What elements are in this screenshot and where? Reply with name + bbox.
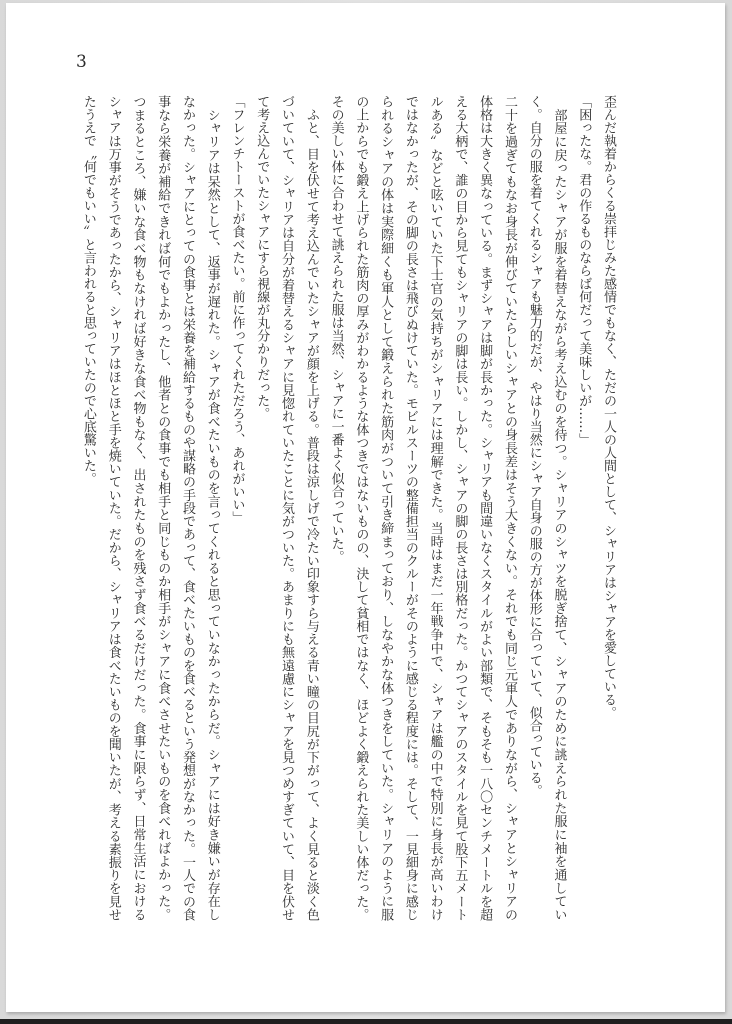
text-column: その美しい体に合わせて誂えられた服は当然、シャアに一番よく似合っていた。 — [328, 95, 344, 563]
text-column: ルある〟などと呟いていた下士官の気持ちがシャリアには理解できた。当時はまだ一年戦争中で、シャアは艦の中で特別に身長が高いわけ — [427, 95, 443, 922]
bottom-bar — [0, 1019, 732, 1024]
text-column: つまるところ、嫌いな食べ物もなければ好きな食べ物もなく、出されたものを残さず食べるだけだった。食事に限らず、日常生活における — [130, 95, 146, 921]
text-column: 二十を過ぎてもなお身長が伸びていたらしいシャアとの身長差はそう大きくない。それでも同じ元軍人でありながら、シャアとシャリアの — [501, 95, 517, 921]
text-column: られるシャアの体は実際細くも軍人として鍛えられた筋肉がついて引き締まっており、しなやかな体つきをしていた。シャリアのように服 — [378, 95, 394, 921]
text-column: づいていて、シャリアは自分が着替えるシャアに見惚れていたことに気がついた。あまりにも無遠慮にシャアを見つめすぎていて、目を伏せ — [279, 95, 295, 922]
text-column: く。自分の服を着てくれるシャアも魅力的だが、やはり当然にシャア自身の服の方が体形に合っていて、似合っている。 — [526, 95, 542, 797]
text-column: 「フレンチトーストが食べたい。前に作ってくれただろう、あれがいい」 — [229, 95, 245, 524]
text-column: ではなかったが、その脚の長さは飛びぬけていた。モビルスーツの整備担当のクルーがそのように感じる程度には。そして、一見細身に感じ — [402, 95, 418, 921]
text-column: える大柄で、誰の目から見てもシャリアの脚は長い。しかし、シャアの脚の長さは別格だった。かつてシャアのスタイルを見て股下五メート — [452, 95, 468, 922]
page-number: 3 — [76, 52, 87, 72]
text-column: の上からでも鍛え上げられた筋肉の厚みがわかるような体つきではないものの、決して貧相ではなく、ほどよく鍛えられた美しい体だった。 — [353, 95, 369, 922]
text-column: 「困ったな。君の作るものならば何だって美味しいが……」 — [576, 95, 592, 446]
document-page — [6, 3, 725, 1012]
vertical-text-body — [75, 95, 620, 921]
text-column: 部屋に戻ったシャアが服を着替えながら考え込むのを待つ。シャリアのシャツを脱ぎ捨て、シャアのために誂えられた服に袖を通してい — [551, 95, 567, 922]
text-column: シャアは万事がそうであったから、シャリアはほとほと手を焼いていた。だから、シャリアは食べたいものを聞いたが、考える素振りを見せ — [105, 95, 121, 922]
text-column: なかった。シャアにとっての食事とは栄養を補給するものや謀略の手段であって、食べたいものを食べるという発想がなかった。一人での食 — [179, 95, 195, 921]
text-column: 体格は大きく異なっている。まずシャアは脚が長かった。シャリアも間違いなくスタイルがよい部類で、そもそも一八〇センチメートルを超 — [477, 95, 493, 921]
text-column: 歪んだ執着からくる崇拝じみた感情でもなく、ただの一人の人間として、シャリアはシャアを愛している。 — [601, 95, 616, 719]
text-column: て考え込んでいたシャアにすら視線が丸分かりだった。 — [254, 95, 270, 420]
text-column: たうえで〝何でもいい〟と言われると思っていたので心底驚いた。 — [80, 95, 96, 485]
text-column: シャリアは呆然として、返事が遅れた。シャアが食べたいものを言ってくれると思っていなかったからだ。シャアには好き嫌いが存在し — [204, 95, 220, 922]
text-column: ふと、目を伏せて考え込んでいたシャアが顔を上げる。普段は涼しげで冷たい印象すら与える青い瞳の目尻が下がって、よく見ると淡く色 — [303, 95, 319, 922]
text-column: 事なら栄養が補給できれば何でもよかったし、他者との食事でも相手と同じものか相手がシャアに食べさせたいものを食べればよかった。 — [155, 95, 171, 921]
